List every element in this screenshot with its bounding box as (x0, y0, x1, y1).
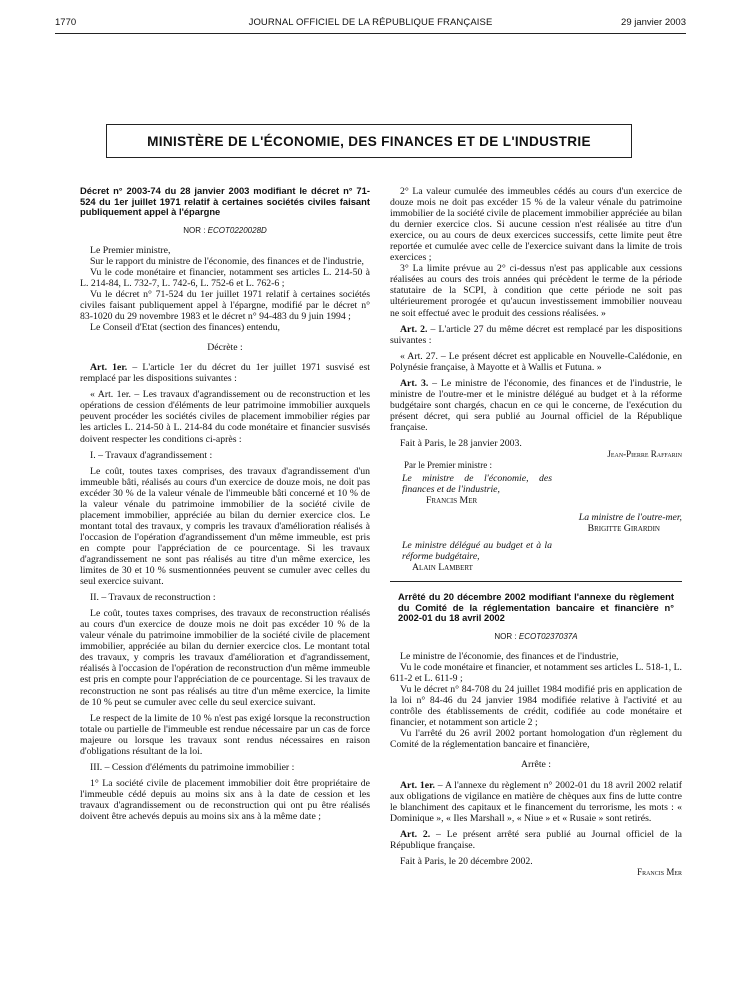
page-number: 1770 (55, 17, 77, 28)
left-column (80, 186, 370, 822)
article-label: Art. 3. (400, 377, 429, 389)
article-label: Art. 2. (400, 828, 431, 840)
arrete-para: Vu l'arrêté du 26 avril 2002 portant homologation d'un règlement du Comité de la réglementation bancaire et financière, (390, 728, 682, 751)
signature-title: Le ministre délégué au budget et à la réforme budgétaire, (402, 540, 552, 563)
section-heading: III. – Cession d'éléments du patrimoine immobilier : (90, 761, 295, 773)
section-divider (390, 581, 682, 582)
done-at: Fait à Paris, le 20 décembre 2002. (400, 855, 533, 867)
section-text: 1° La société civile de placement immobilier doit être propriétaire de l'immeuble cédé depuis au moins six ans à la date de cession et les travaux d'agrandissement ou de reconstruction qui ont pu être réalisés doivent être achevés depuis au moins six ans à la même date ; (80, 777, 370, 822)
decree-para: Le Premier ministre, (90, 244, 171, 256)
decree-para: Le Conseil d'Etat (section des finances) entendu, (90, 322, 280, 334)
signature-title: Le ministre de l'économie, des finances et de l'industrie, (402, 473, 552, 496)
article-text: – Le ministre de l'économie, des finances et de l'industrie, le ministre de l'outre-mer et le ministre délégué au budget et à la réforme budgétaire sont chargés, chacun en ce qui le concerne, de l'exécution du présent décret, qui sera publié au Journal officiel de la République française. (390, 377, 682, 433)
decrete-heading: Décrète : (207, 342, 243, 354)
signer-name: Jean-Pierre Raffarin (607, 449, 682, 460)
issue-date: 29 janvier 2003 (621, 17, 686, 28)
signature-name: Francis Mer (426, 495, 478, 507)
decree-para: Sur le rapport du ministre de l'économie, des finances et de l'industrie, (90, 255, 364, 267)
decree-para: Vu le décret n° 71-524 du 1er juillet 1971 relatif à certaines sociétés civiles faisant publiquement appel à l'épargne, modifié par le décret n° 83-1020 du 29 novembre 1983 et le décret n° 94-483 du 9 juin 1994 ; (80, 289, 370, 323)
nor-code: ECOT0237037A (518, 632, 578, 641)
page-header (55, 17, 686, 31)
arrete-para: Le ministre de l'économie, des finances et de l'industrie, (400, 651, 619, 663)
arrete-article-1 (390, 780, 682, 824)
section-text: Le respect de la limite de 10 % n'est pas exigé lorsque la reconstruction totale ou partielle de l'immeuble est rendue nécessaire par un cas de force majeure ou lorsque les travaux sont rendus nécessaires en raison d'obligations résultant de la loi. (80, 712, 370, 757)
article-text: – L'article 27 du même décret est remplacé par les dispositions suivantes : (390, 323, 682, 346)
signature-name: Alain Lambert (412, 562, 473, 574)
signature-name: Brigitte Girardin (587, 523, 660, 535)
nor-code: ECOT0220028D (207, 225, 267, 235)
decree-para: Vu le code monétaire et financier, notamment ses articles L. 214-50 à L. 214-84, L. 732-7, L. 742-6, L. 752-6 et L. 762-6 ; (80, 266, 370, 289)
article-text: – A l'annexe du règlement n° 2002-01 du 18 avril 2002 relatif aux obligations de vigilance en matière de chèques aux fins de lutte contre le blanchiment des capitaux et le financement du terrorisme, les mots : « Dominique », « Iles Marshall », « Niue » et « Rusaie » sont retirés. (390, 779, 682, 824)
done-at: Fait à Paris, le 28 janvier 2003. (400, 437, 522, 449)
header-rule (55, 33, 686, 34)
article-text: – Le présent arrêté sera publié au Journal officiel de la République française. (390, 828, 682, 851)
nor-label: NOR : (183, 225, 206, 235)
signature-title: La ministre de l'outre-mer, (578, 512, 682, 524)
section-heading: II. – Travaux de reconstruction : (90, 592, 216, 604)
signer-name: Francis Mer (637, 866, 682, 877)
arrete-heading: Arrête : (520, 759, 552, 771)
article-text: – L'article 1er du décret du 1er juillet 1971 susvisé est remplacé par les dispositions suivantes : (80, 362, 370, 385)
journal-title: JOURNAL OFFICIEL DE LA RÉPUBLIQUE FRANÇAISE (248, 17, 493, 28)
section-text: 2° La valeur cumulée des immeubles cédés au cours d'un exercice de douze mois ne doit pas excéder 15 % de la valeur vénale du patrimoine immobilier de la société civile de placement immobilier appréciée au bilan du dernier exercice clos. Si aucune cession n'est réalisée au titre d'un exercice, ou au cours de deux exercices successifs, cette limite peut être reportée et cumulée avec celle de l'exercice suivant dans la limite de trois exercices ; (390, 186, 682, 264)
arrete-para: Vu le décret n° 84-708 du 24 juillet 1984 modifié pris en application de la loi n° 84-46 du 24 janvier 1984 modifiée relative à l'activité et au contrôle des établissements de crédit, codifiée au code monétaire et financier, et notamment son article 2 ; (390, 684, 682, 729)
decree-title: Décret n° 2003-74 du 28 janvier 2003 modifiant le décret n° 71-524 du 1er juillet 1971 relatif à certaines sociétés civiles faisant publiquement appel à l'épargne (80, 185, 370, 218)
decree-nor (80, 225, 370, 236)
arrete-title: Arrêté du 20 décembre 2002 modifiant l'annexe du règlement du Comité de la réglementation bancaire et financière n° 2002-01 du 18 avril 2002 (398, 591, 674, 624)
article-3 (390, 378, 682, 433)
ministry-banner: MINISTÈRE DE L'ÉCONOMIE, DES FINANCES ET DE L'INDUSTRIE (106, 124, 632, 158)
section-heading: I. – Travaux d'agrandissement : (90, 449, 213, 461)
article-2-quote: « Art. 27. – Le présent décret est applicable en Nouvelle-Calédonie, en Polynésie française, à Mayotte et à Wallis et Futuna. » (390, 350, 682, 373)
nor-label: NOR : (494, 632, 517, 641)
right-column (390, 186, 682, 878)
by-pm: Par le Premier ministre : (404, 460, 492, 471)
article-label: Art. 2. (400, 323, 428, 335)
signature-budget (390, 540, 552, 573)
section-text: 3° La limite prévue au 2° ci-dessus n'est pas applicable aux cessions réalisées au cours des trois années qui précèdent le terme de la période statutaire de la SCPI, à condition que cette période ne soit pas ultérieurement prorogée et qu'aucun investissement immobilier nouveau ne soit effectué avec le produit des cessions réalisées. » (390, 263, 682, 319)
arrete-nor (390, 631, 682, 642)
article-1-quote: « Art. 1er. – Les travaux d'agrandissement ou de reconstruction et les opérations de cession d'éléments de leur patrimoine immobilier auxquels peuvent procéder les sociétés civiles de placement immobilier régies par les articles L. 214-50 à L. 214-84 du code monétaire et financier susvisés doivent respecter les conditions ci-après : (80, 389, 370, 445)
article-2 (390, 324, 682, 346)
article-label: Art. 1er. (400, 779, 435, 791)
signature-om (390, 512, 682, 534)
article-label: Art. 1er. (90, 362, 128, 374)
article-1 (80, 362, 370, 384)
section-text: Le coût, toutes taxes comprises, des travaux d'agrandissement d'un immeuble bâti, réalisés au cours d'un exercice de douze mois, ne doit pas excéder 30 % de la valeur vénale de l'immeuble bâti concerné et 10 % de la valeur vénale du patrimoine immobilier de la société civile de placement immobilier, appréciée au bilan du dernier exercice clos. Le montant total des travaux, y compris les travaux d'amélioration réalisés à l'occasion de l'opération d'agrandissement d'un même immeuble, est pris en compte pour l'appréciation de ce pourcentage. Si les travaux d'agrandissement ne sont pas réalisés au titre d'un même exercice, les limites de 30 et 10 % susmentionnées peuvent se cumuler avec celles du seul exercice suivant. (80, 465, 370, 588)
arrete-para: Vu le code monétaire et financier, et notamment ses articles L. 518-1, L. 611-2 et L. 611-9 ; (390, 662, 682, 685)
arrete-article-2 (390, 829, 682, 851)
section-text: Le coût, toutes taxes comprises, des travaux de reconstruction réalisés au cours d'un exercice de douze mois ne doit pas excéder 10 % de la valeur vénale du patrimoine immobilier de la société civile de placement immobilier, appréciée au bilan du dernier exercice clos. Le montant total des travaux, y compris les travaux d'amélioration et d'agrandissement, réalisés à l'occasion de l'opération de reconstruction d'un même immeuble est pris en compte pour l'appréciation de ce pourcentage. Si les travaux de reconstruction ne sont pas réalisés au titre d'un même exercice, la limite de 10 % peut se cumuler avec celle du seul exercice suivant. (80, 608, 370, 708)
signature-eco (390, 473, 552, 506)
